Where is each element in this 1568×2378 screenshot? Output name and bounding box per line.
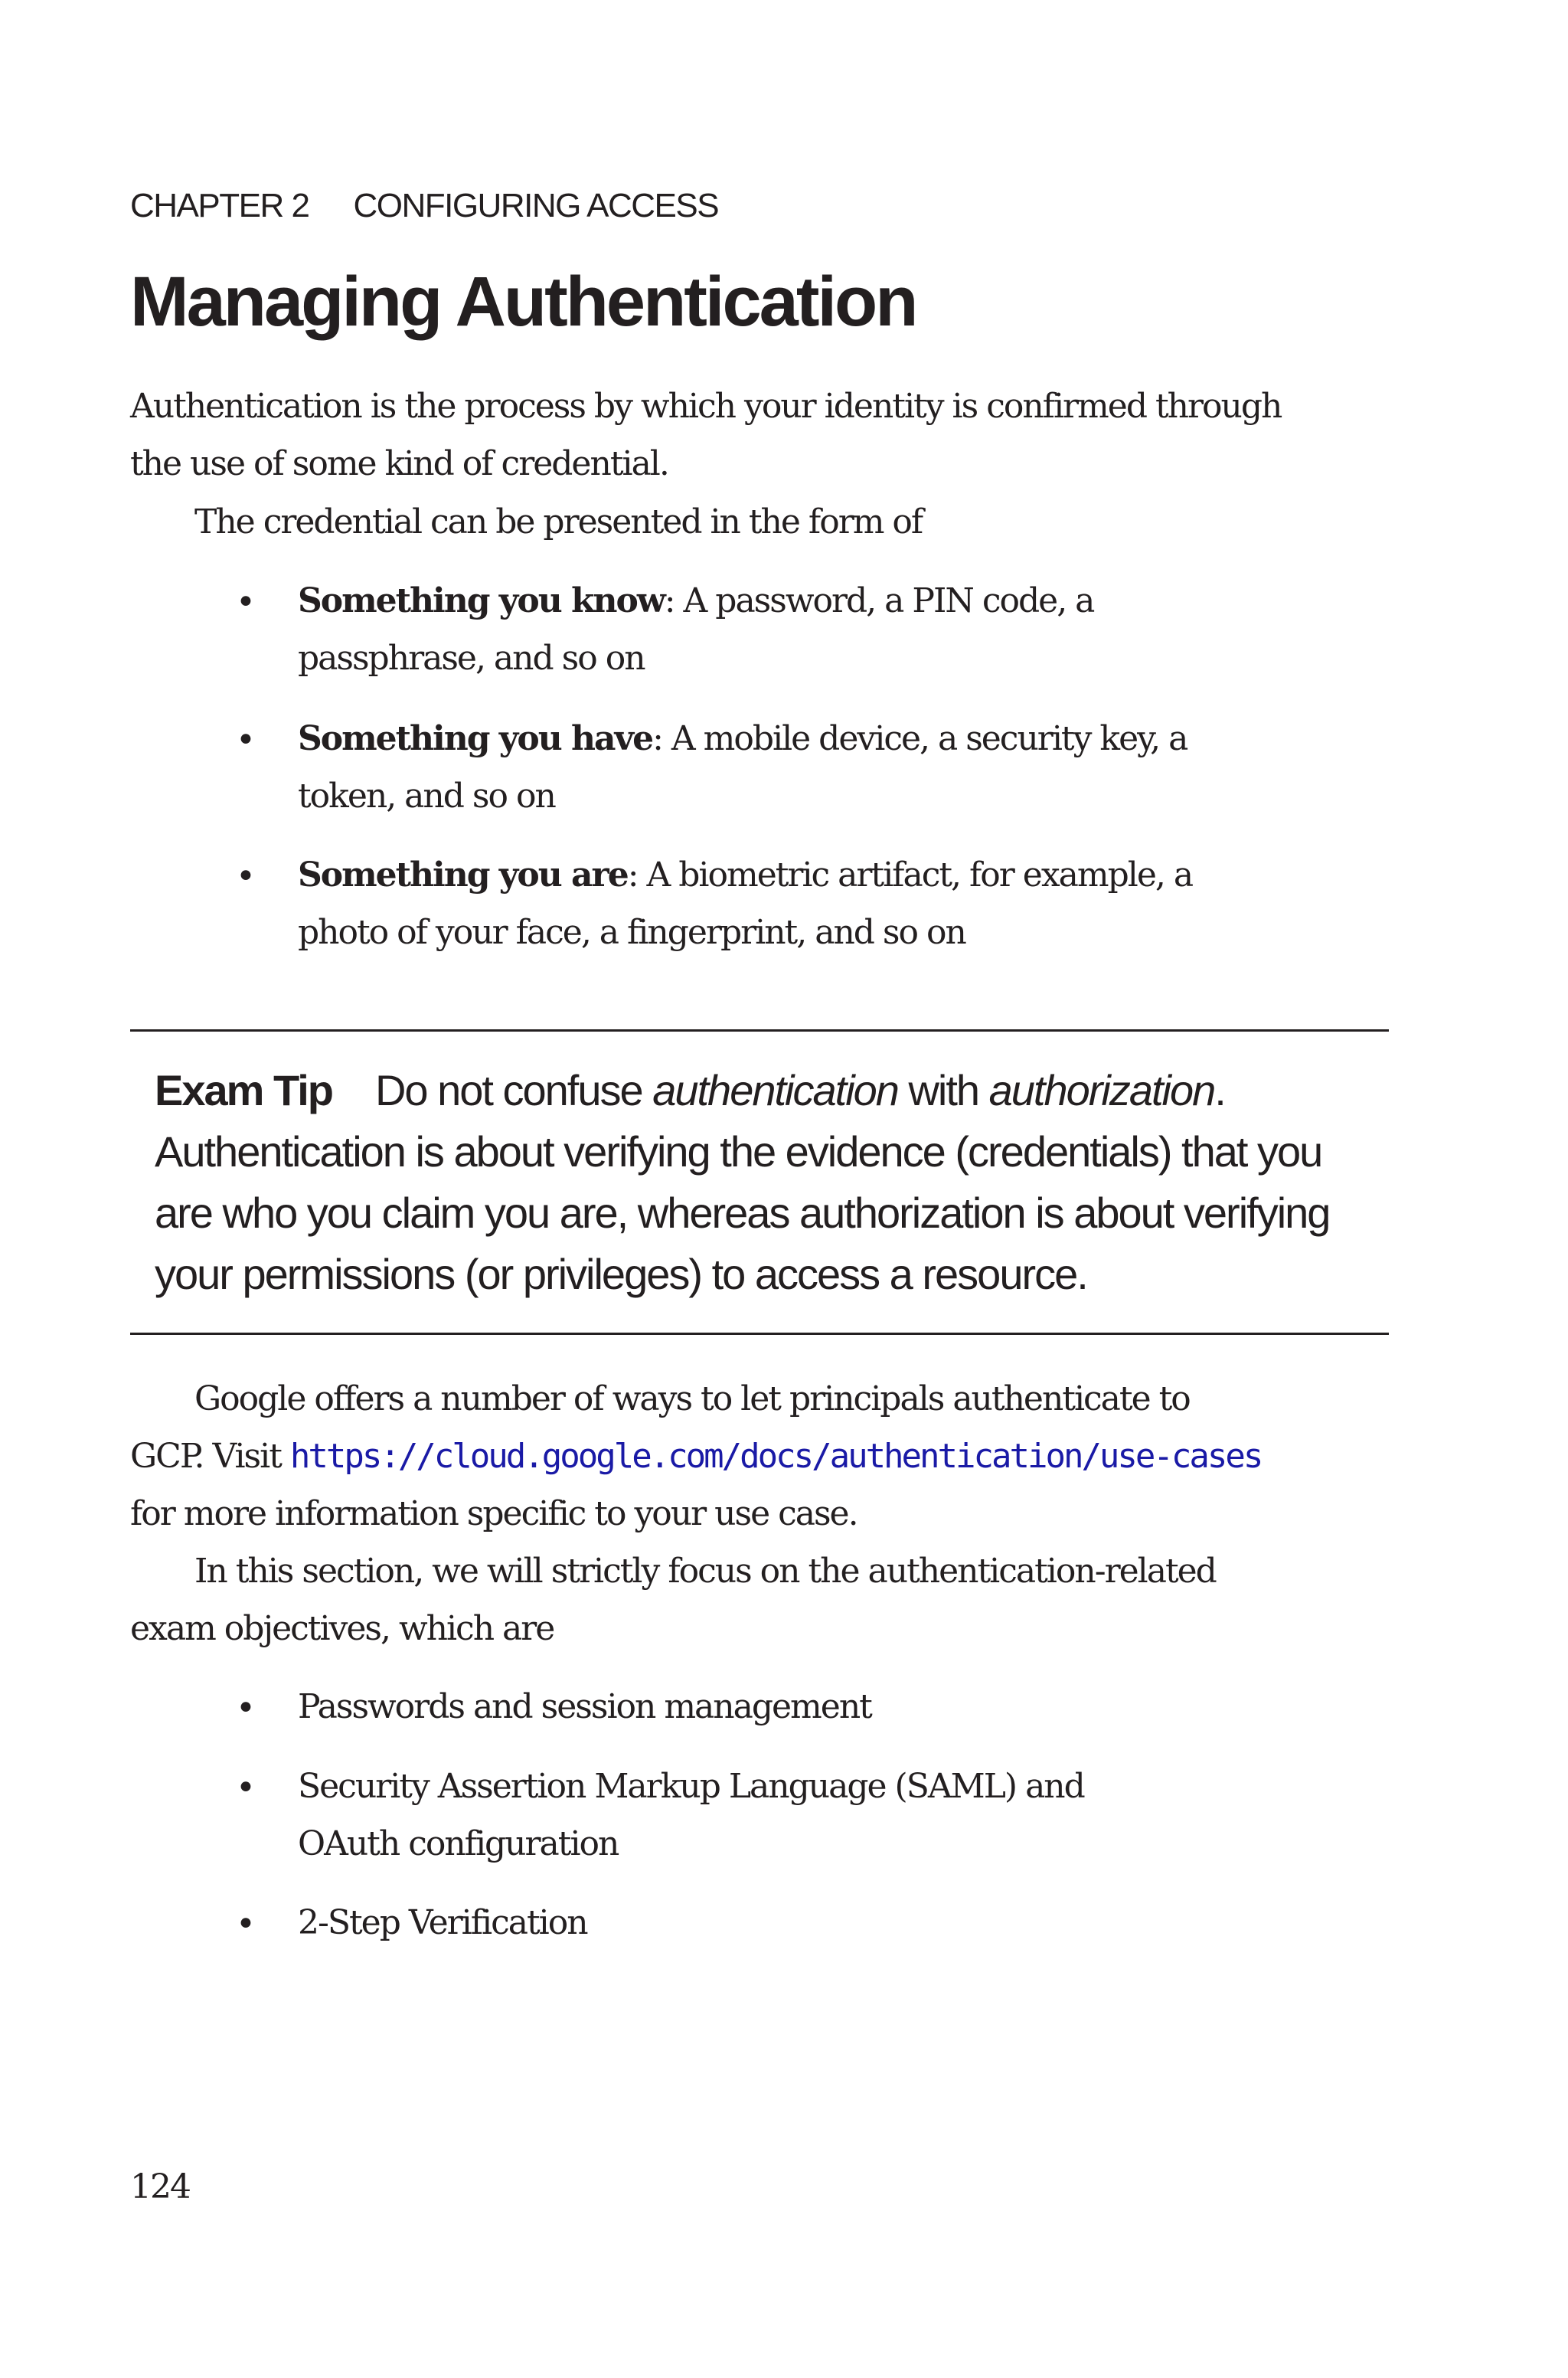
factor-term: Something you know bbox=[298, 581, 665, 620]
factor-line-1 bbox=[298, 710, 1187, 767]
bullet-icon: • bbox=[236, 1905, 256, 1944]
factor-description: : A password, a PIN code, a bbox=[664, 581, 1094, 620]
bullet-icon: • bbox=[236, 1689, 256, 1728]
factor-line-2: token, and so on bbox=[298, 777, 555, 816]
objectives-line-1: In this section, we will strictly focus on the authentication-related bbox=[194, 1552, 1216, 1591]
exam-tip-bottom-rule bbox=[130, 1333, 1389, 1335]
exam-tip-label: Exam Tip bbox=[155, 1066, 332, 1114]
factor-term: Something you are bbox=[298, 855, 628, 895]
chapter-title: CONFIGURING ACCESS bbox=[353, 187, 719, 224]
exam-tip-text: with bbox=[897, 1066, 989, 1114]
exam-tip-line-3: are who you claim you are, whereas authorization is about verifying bbox=[155, 1189, 1330, 1237]
exam-tip-line-2: Authentication is about verifying the evidence (credentials) that you bbox=[155, 1127, 1322, 1176]
exam-tip-top-rule bbox=[130, 1029, 1389, 1032]
objective-text-line-2: OAuth configuration bbox=[298, 1824, 619, 1863]
bullet-icon: • bbox=[236, 721, 256, 760]
exam-tip-term-authentication: authentication bbox=[652, 1066, 898, 1114]
google-line-3: for more information specific to your use case. bbox=[130, 1494, 858, 1533]
factor-line-1 bbox=[298, 572, 1093, 630]
objectives-line-2: exam objectives, which are bbox=[130, 1609, 554, 1648]
google-visit-text: GCP. Visit bbox=[130, 1437, 290, 1476]
running-head bbox=[130, 187, 718, 225]
exam-tip-line-1 bbox=[155, 1060, 1225, 1121]
exam-tip-term-authorization: authorization bbox=[988, 1066, 1215, 1114]
intro-line-1: Authentication is the process by which your identity is confirmed through bbox=[130, 387, 1282, 426]
objective-text: 2-Step Verification bbox=[298, 1903, 587, 1942]
chapter-label: CHAPTER 2 bbox=[130, 187, 309, 224]
objective-text: Security Assertion Markup Language (SAML) and bbox=[298, 1767, 1084, 1806]
authentication-use-cases-link[interactable]: https://cloud.google.com/docs/authentication/use-cases bbox=[289, 1437, 1262, 1476]
exam-tip-line-4: your permissions (or privileges) to access a resource. bbox=[155, 1250, 1087, 1298]
factor-line-2: photo of your face, a fingerprint, and so on bbox=[298, 913, 965, 952]
bullet-icon: • bbox=[236, 583, 256, 622]
google-line-2 bbox=[130, 1428, 1261, 1485]
factor-description: : A biometric artifact, for example, a bbox=[627, 855, 1193, 895]
factor-line-2: passphrase, and so on bbox=[298, 639, 645, 678]
bullet-icon: • bbox=[236, 857, 256, 896]
exam-tip-text: Do not confuse bbox=[374, 1066, 653, 1114]
section-title: Managing Authentication bbox=[130, 263, 916, 341]
factor-line-1 bbox=[298, 846, 1192, 904]
objective-text: Passwords and session management bbox=[298, 1687, 871, 1726]
factor-description: : A mobile device, a security key, a bbox=[652, 719, 1187, 758]
intro-line-3: The credential can be presented in the form of bbox=[194, 502, 923, 541]
page-number: 124 bbox=[130, 2167, 190, 2206]
intro-line-2: the use of some kind of credential. bbox=[130, 444, 668, 483]
factor-term: Something you have bbox=[298, 719, 653, 758]
google-line-1: Google offers a number of ways to let principals authenticate to bbox=[194, 1379, 1190, 1418]
bullet-icon: • bbox=[236, 1768, 256, 1807]
exam-tip-text: . bbox=[1214, 1066, 1225, 1114]
